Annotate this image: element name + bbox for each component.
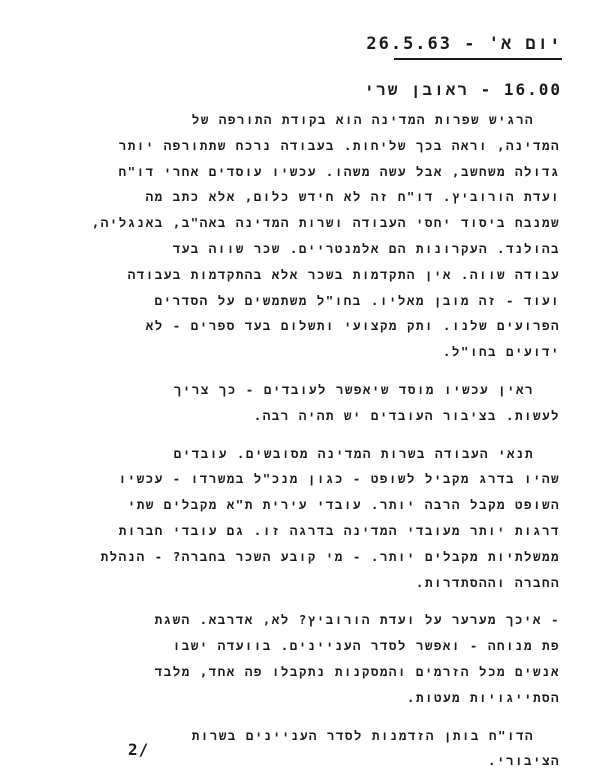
paragraph-gap	[40, 716, 560, 728]
text-line: הרגיש שפרות המדינה הוא בקודת התורפה של	[191, 112, 534, 127]
paragraph-gap	[40, 600, 560, 612]
text-line: החברה וההסתדרות.	[415, 574, 560, 590]
date-heading: יום א' - 26.5.63	[366, 34, 562, 54]
paragraph-gap	[40, 434, 560, 446]
text-line: ממשלתיות מקבלים יותר. - מי קובע השכר בחברה? - הנהלת	[100, 548, 560, 564]
date-underline	[394, 58, 562, 60]
text-line: אנשים מכל הזרמים והמסקנות נתקבלו פה אחד, מלבד	[154, 663, 560, 679]
text-line: עבודה שווה. אין התקדמות בשכר אלא בהתקדמות בעבודה	[127, 266, 560, 282]
text-line: הסתייגויות מעטות.	[406, 689, 560, 705]
paragraph-3	[40, 446, 560, 601]
text-line: - איכך מערער על ועדת הורוביץ? לא, אדרבא. השגת	[154, 612, 560, 628]
paragraph-5	[40, 728, 560, 779]
paragraph-4	[40, 612, 560, 715]
paragraph-gap	[40, 370, 560, 382]
text-line: הפרועים שלנו. ותק מקצועי ותשלום בעד ספרים - לא	[145, 318, 560, 334]
text-line: המדינה, וראה בכך שליחות. בעבודה נרכח שתתורפה יותר	[118, 137, 560, 153]
paragraph-2	[40, 382, 560, 434]
page-number: 2/	[128, 740, 150, 759]
text-line: ידועים בחו"ל.	[442, 344, 560, 360]
speaker-heading: 16.00 - ראובן שרי	[364, 80, 562, 99]
text-line: שהיו בדרג מקביל לשופט - כגון מנכ"ל במשרדו - עכשיו	[118, 471, 560, 487]
text-line: תנאי העבודה בשרות המדינה מסובשים. עובדים	[173, 445, 534, 461]
text-line: ועדת הורוביץ. דו"ח זה לא חידש כלום, אלא כתב מה	[145, 189, 560, 205]
text-line: ראין עכשיו מוסד שיאפשר לעובדים - כך צריך	[173, 381, 534, 397]
text-line: ועוד - זה מובן מאליו. בחו"ל משתמשים על הסדרים	[154, 292, 560, 308]
text-line: גדולה משחשב, אבל עשה משהו. עכשיו עוסדים אחרי דו"ח	[118, 163, 560, 179]
document-body	[40, 112, 560, 779]
text-line: פת מנוחה - ואפשר לסדר העניינים. בוועדה ישבו	[172, 638, 560, 654]
text-line: שמנבח ביסוד יחסי העבודה ושרות המדינה באה"ב, באנגליה,	[91, 215, 560, 231]
text-line: השופט מקבל הרבה יותר. עובדי עירית ת"א מקבלים שתי	[127, 497, 560, 513]
paragraph-1	[40, 112, 560, 370]
text-line: בהולנד. העקרונות הם אלמנטריים. שכר שווה בעד	[172, 240, 560, 256]
text-line: הדו"ח בותן הזדמנות לסדר העניינים בשרות	[191, 727, 534, 743]
text-line: לעשות. בציבור העובדים יש תהיה רבה.	[253, 407, 560, 423]
text-line: דרגות יותר מעובדי המדינה בדרגה זו. גם עובדי חברות	[118, 522, 560, 538]
text-line: הציבורי.	[487, 753, 560, 769]
